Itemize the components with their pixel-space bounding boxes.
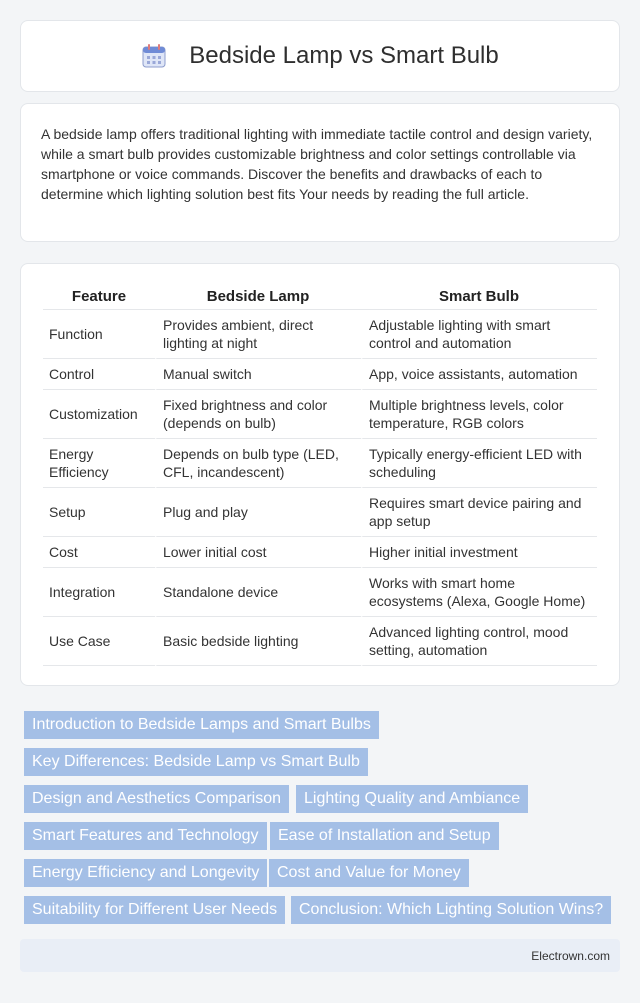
footer <box>20 939 620 972</box>
column-header: Smart Bulb <box>361 284 597 310</box>
topic-link-installation[interactable]: Ease of Installation and Setup <box>270 822 499 850</box>
page-title: Bedside Lamp vs Smart Bulb <box>189 42 499 69</box>
comparison-table-card <box>20 263 620 686</box>
table-cell: Depends on bulb type (LED, CFL, incandescent) <box>155 439 361 488</box>
topic-link-design[interactable]: Design and Aesthetics Comparison <box>24 785 289 813</box>
table-cell: Works with smart home ecosystems (Alexa, Google Home) <box>361 568 597 617</box>
intro-text: A bedside lamp offers traditional lighting with immediate tactile control and design variety, while a smart bulb provides customizable brightness and color settings controllable via smartphone or voice commands. Discover the benefits and drawbacks of each to determine which lighting solution best fits Your needs by reading the full article. <box>41 126 593 202</box>
table-row <box>43 617 597 666</box>
column-header: Feature <box>43 284 155 310</box>
table-cell: Cost <box>43 537 155 568</box>
table-row <box>43 488 597 537</box>
topic-link-key-differences[interactable]: Key Differences: Bedside Lamp vs Smart Bulb <box>24 748 368 776</box>
table-cell: Use Case <box>43 617 155 666</box>
table-cell: Basic bedside lighting <box>155 617 361 666</box>
table-row <box>43 568 597 617</box>
table-cell: Adjustable lighting with smart control and automation <box>361 310 597 359</box>
table-cell: Multiple brightness levels, color temperature, RGB colors <box>361 390 597 439</box>
table-row <box>43 439 597 488</box>
table-cell: Energy Efficiency <box>43 439 155 488</box>
topic-link-suitability[interactable]: Suitability for Different User Needs <box>24 896 285 924</box>
table-cell: Standalone device <box>155 568 361 617</box>
intro-card <box>20 103 620 242</box>
title-card <box>20 20 620 92</box>
topic-link-smart-features[interactable]: Smart Features and Technology <box>24 822 267 850</box>
topic-link-cost[interactable]: Cost and Value for Money <box>269 859 469 887</box>
topic-link-conclusion[interactable]: Conclusion: Which Lighting Solution Wins? <box>291 896 611 924</box>
table-cell: Advanced lighting control, mood setting, automation <box>361 617 597 666</box>
topic-link-introduction[interactable]: Introduction to Bedside Lamps and Smart Bulbs <box>24 711 379 739</box>
table-cell: Setup <box>43 488 155 537</box>
table-cell: Manual switch <box>155 359 361 390</box>
table-cell: App, voice assistants, automation <box>361 359 597 390</box>
table-cell: Integration <box>43 568 155 617</box>
table-cell: Plug and play <box>155 488 361 537</box>
table-cell: Customization <box>43 390 155 439</box>
comparison-table <box>43 284 597 666</box>
table-cell: Higher initial investment <box>361 537 597 568</box>
table-row <box>43 310 597 359</box>
table-cell: Typically energy-efficient LED with scheduling <box>361 439 597 488</box>
table-cell: Function <box>43 310 155 359</box>
table-cell: Requires smart device pairing and app setup <box>361 488 597 537</box>
topic-link-lighting-quality[interactable]: Lighting Quality and Ambiance <box>296 785 528 813</box>
table-row <box>43 359 597 390</box>
table-row <box>43 390 597 439</box>
calendar-icon <box>141 43 167 69</box>
topic-link-energy[interactable]: Energy Efficiency and Longevity <box>24 859 267 887</box>
table-header-row <box>43 284 597 310</box>
table-cell: Lower initial cost <box>155 537 361 568</box>
footer-site-name: Electrown.com <box>531 948 610 963</box>
table-cell: Control <box>43 359 155 390</box>
table-cell: Provides ambient, direct lighting at night <box>155 310 361 359</box>
column-header: Bedside Lamp <box>155 284 361 310</box>
table-row <box>43 537 597 568</box>
table-cell: Fixed brightness and color (depends on bulb) <box>155 390 361 439</box>
